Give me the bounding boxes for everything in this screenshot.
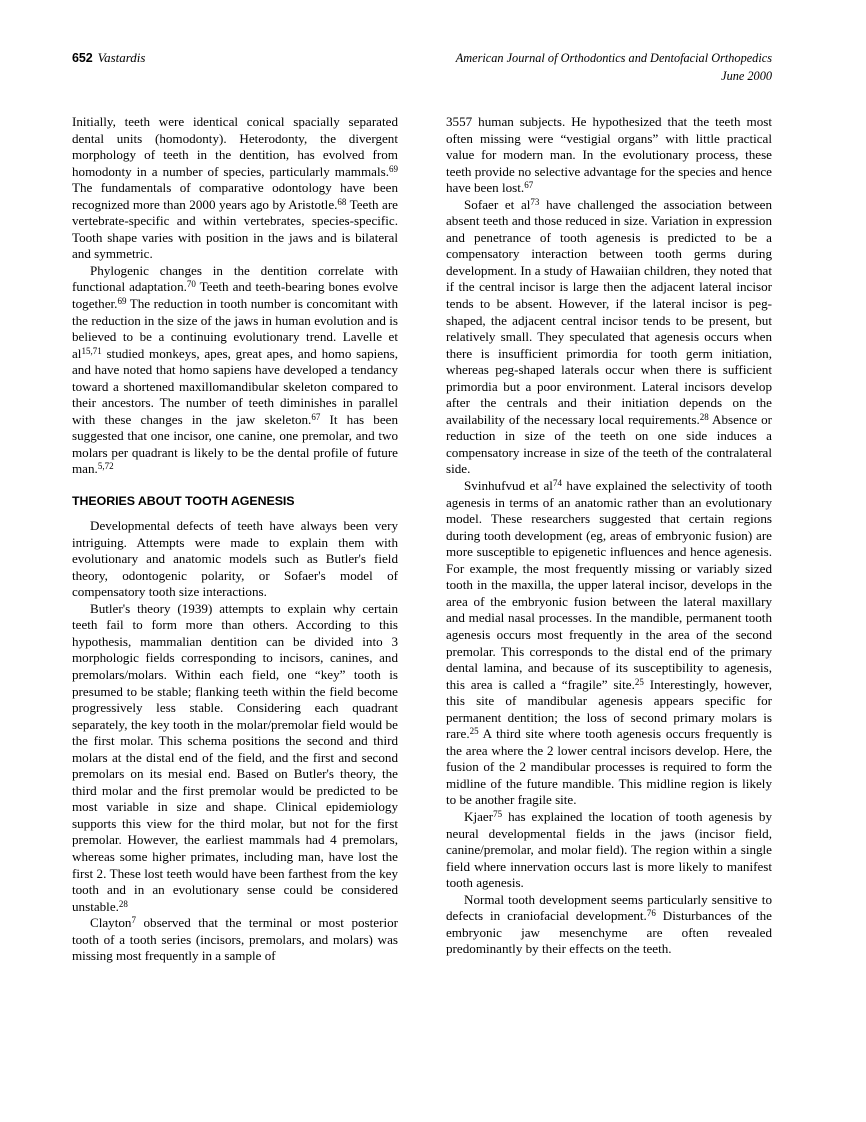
- citation-superscript: 28: [699, 412, 709, 423]
- citation-superscript: 5,72: [97, 461, 114, 472]
- citation-superscript: 76: [646, 908, 656, 919]
- running-head-author: Vastardis: [97, 50, 146, 65]
- running-head-right: [456, 50, 772, 85]
- heading-spacer-bottom: [72, 509, 398, 518]
- citation-superscript: 25: [634, 676, 644, 687]
- citation-superscript: 75: [493, 809, 503, 820]
- journal-title: American Journal of Orthodontics and Dentofacial Orthopedics: [455, 51, 772, 65]
- par-vestigial-cont: 3557 human subjects. He hypothesized that the teeth most often missing were “vestigial organs” with little practical value for modern man. In the evolutionary process, these teeth provide no selective advantage for the species and hence have been lost.$^{67}$: [446, 114, 772, 196]
- par-butler: Butler's theory (1939) attempts to explain why certain teeth fail to form more than others. According to this hypothesis, mammalian dentition can be divided into 3 morphologic fields corresponding to incisors, canines, and premolars/molars. Within each field, one “key” tooth is presumed to be stable; flanking teeth within the field become progressively less stable. Considering each quadrant separately, the key tooth in the molar/premolar field would be the first molar. This schema positions the second and third molars at the distal end of the field, and the first and second premolars on its mesial end. Based on Butler's theory, the third molar and the first premolar would be predicted to be most variable in size and shape. Clinical epidemiology supports this view for the third molar, but not for the first premolar. However, the earliest mammals had 4 premolars, whereas some higher primates, including man, have lost the first 2. These lost teeth would have been farthest from the key tooth and in an evolutionary sense could be considered unstable.$^{28}$: [72, 600, 398, 914]
- citation-superscript: 70: [186, 279, 196, 290]
- section-heading: THEORIES ABOUT TOOTH AGENESIS: [72, 494, 295, 509]
- par-homodonty: Initially, teeth were identical conical spacially separated dental units (homodonty). Heterodonty, the divergent morphology of teeth in the dentition, has evolved from homodonty in a number of species, particularly mammals.$^{69}$ The fundamentals of comparative odontology have been recognized more than 2000 years ago by Aristotle.$^{68}$ Teeth are vertebrate-specific and within vertebrates, species-specific. Tooth shape varies with position in the jaws and is bilateral and symmetric.: [72, 114, 398, 262]
- par-svinhufvud: Svinhufvud et $al^{74}$ have explained the selectivity of tooth agenesis in terms of an anatomic rather than an evolutionary model. These researchers suggested that certain regions during tooth development (eg, areas of embryonic fusion) are more susceptible to epigenetic influences and hence agenesis. For example, the most frequently missing or variably sized tooth in the maxilla, the upper lateral incisor, develops in the area of the embryonic fusion between the lateral maxillary and medial nasal processes. In the mandible, permanent tooth agenesis occurs most frequently in the area of the second premolar. This corresponds to the distal end of the primary dental lamina, and because of its susceptibility to agenesis, this area is called a “fragile” site.$^{25}$ Interestingly, however, this site of mandibular agenesis appears specific for permanent dentition; the loss of second primary molars is rare.$^{25}$ A third site where tooth agenesis occurs frequently is the area where the 2 lower central incisors develop. Here, the fusion of the 2 mandibular processes is required to form the midline of the future mandible. This midline region is likely to be another fragile site.: [446, 478, 773, 808]
- par-clayton: Clayton$^7$ observed that the terminal or most posterior tooth of a tooth series (incisors, premolars, and molars) was missing most frequently in a sample of: [72, 915, 398, 964]
- citation-superscript: 25: [469, 726, 479, 737]
- citation-superscript: 67: [524, 180, 534, 191]
- column-left: [72, 114, 398, 965]
- par-normal-dev: Normal tooth development seems particularly sensitive to defects in craniofacial development.$^{76}$ Disturbances of the embryonic jaw mesenchyme are often revealed predominantly by their effects on the teeth.: [446, 891, 772, 957]
- right-paragraphs: [446, 114, 772, 958]
- left-paragraphs-after-heading: [72, 518, 398, 965]
- par-sofaer: Sofaer et $al^{73}$ have challenged the association between absent teeth and those reduced in size. Variation in expression and penetrance of tooth agenesis is predicted to be a compensatory interaction between tooth germs during development. In a study of Hawaiian children, they noted that if the central incisor is large then the adjacent lateral incisor tends to be absent. However, if the lateral incisor is peg-shaped, the adjacent central incisor tends to be present, but relatively small. They speculated that agenesis occurs when there is insufficient primordia for tooth germ initiation, whereas peg-shaped laterals occur when there is sufficient primordia but a poor environment. Lateral incisors develop after the centrals and their initiation depends on the availability of the necessary local requirements.$^{28}$ Absence or reduction in size of the teeth on one side induces a compensatory increase in size of the teeth of the contralateral side.: [446, 196, 773, 477]
- citation-superscript: 67: [311, 412, 321, 423]
- par-phylogenic: Phylogenic changes in the dentition correlate with functional adaptation.$^{70}$ Teeth and teeth-bearing bones evolve together.$^{69}$ The reduction in tooth number is concomitant with the reduction in the size of the jaws in human evolution and is believed to be a continuing evolutionary trend. Lavelle et al$^{15,71}$ studied monkeys, apes, great apes, and homo sapiens, and have noted that homo sapiens have developed a tendancy toward a shortened maxillomandibular skeleton compared to their ancestors. The number of teeth diminishes in parallel with these changes in the jaw skeleton.$^{67}$ It has been suggested that one incisor, one canine, one premolar, and two molars per quadrant is likely to be the dental profile of future man.$^{5,72}$: [72, 262, 398, 477]
- citation-superscript: 69: [117, 296, 127, 307]
- citation-superscript: 73: [530, 196, 540, 207]
- par-dev-defects: Developmental defects of teeth have always been very intriguing. Attempts were made to explain them with evolutionary and anatomic models such as Butler's field theory, odontogenic polarity, or Sofaer's model of compensatory tooth size interactions.: [72, 518, 398, 600]
- citation-superscript: 7: [131, 915, 136, 926]
- body-columns: [72, 114, 772, 1064]
- citation-superscript: 68: [337, 196, 347, 207]
- citation-superscript: 74: [552, 478, 562, 489]
- citation-superscript: 69: [389, 163, 398, 174]
- citation-superscript: 28: [118, 898, 128, 909]
- running-head: [72, 50, 772, 94]
- left-paragraphs-before-heading: [72, 114, 398, 478]
- par-kjaer: Kjaer$^{75}$ has explained the location of tooth agenesis by neural developmental fields in the jaws (incisor field, canine/premolar, and molar field). The region within a single field where innervation occurs last is more likely to manifest tooth agenesis.: [446, 808, 772, 891]
- heading-spacer-top: [72, 478, 398, 494]
- running-head-left: [72, 50, 145, 66]
- page-number: 652: [72, 51, 93, 65]
- citation-superscript: 15,71: [81, 345, 102, 356]
- issue-date: June 2000: [721, 68, 772, 83]
- column-right: [446, 114, 772, 958]
